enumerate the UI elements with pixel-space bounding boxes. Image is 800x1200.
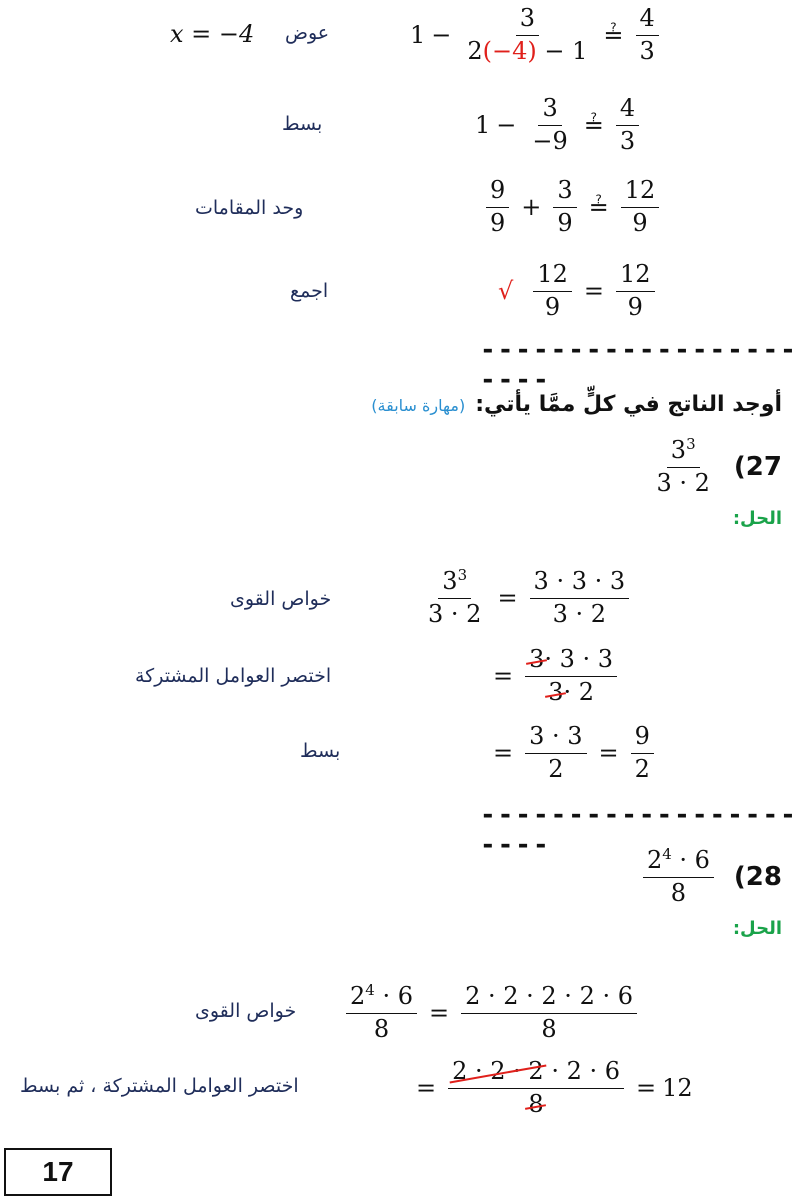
q28-step-cancel-simplify: اختصر العوامل المشتركة ، ثم بسط — [20, 1075, 299, 1097]
eq3-rden: 9 — [632, 208, 648, 237]
eq2-den: −9 — [532, 126, 568, 155]
check-icon: √ — [498, 277, 514, 305]
q27-l1-eq: = — [497, 584, 518, 612]
eq1-substituted-value: (−4) — [482, 36, 537, 65]
question-number-27: (27 — [733, 452, 782, 482]
q27-l2-den — [544, 677, 598, 707]
equation-2 — [475, 90, 645, 160]
q28-l1-rest: · 6 — [374, 982, 413, 1011]
q27-solution-label: الحل: — [732, 508, 782, 529]
q28-expression — [637, 842, 782, 912]
q27-num-exp: 3 — [686, 435, 696, 454]
eq2-one: 1 — [475, 111, 491, 139]
q28-step-powers: خواص القوى — [195, 1000, 297, 1022]
q27-step-powers: خواص القوى — [230, 588, 332, 610]
eq1-minus: − — [431, 21, 452, 49]
q27-l1-left — [424, 567, 485, 628]
q27-step-simplify: بسط — [300, 740, 341, 762]
eq1-numerator: 3 — [516, 5, 539, 36]
q28-l1-right — [461, 983, 637, 1043]
eq4-n1: 12 — [533, 261, 572, 292]
eq4-frac2 — [616, 261, 655, 321]
q27-l2-den-rest: · 2 — [563, 677, 594, 706]
eq1-right-fraction — [636, 5, 659, 65]
q28-num-exp: 4 — [662, 845, 672, 864]
equation-3 — [480, 172, 665, 242]
step-label-text: عوض — [285, 22, 330, 44]
question-number-28: (28 — [733, 862, 782, 892]
q27-l1-lnum — [438, 567, 471, 599]
q27-den: 3 · 2 — [656, 469, 710, 497]
eq2-fraction — [528, 95, 571, 155]
eq2-right-num: 4 — [616, 95, 639, 126]
q28-line-1 — [340, 975, 643, 1051]
q27-line-2 — [487, 638, 623, 714]
q27-line-3 — [487, 715, 660, 791]
step-label-simplify — [282, 113, 322, 135]
q27-l1-exp: 3 — [457, 566, 468, 585]
q28-l2-eq: = — [416, 1074, 437, 1102]
q27-l1-lden: 3 · 2 — [428, 600, 482, 628]
cancel-mark: 8 — [528, 1089, 544, 1118]
eq1-denominator — [463, 36, 591, 66]
q27-l3-d1: 2 — [548, 754, 564, 783]
section-header — [371, 392, 782, 417]
eq3-d1: 9 — [490, 208, 506, 237]
eq4-d1: 9 — [544, 292, 561, 321]
step-label-substitute — [285, 22, 329, 44]
step-note-substitute — [170, 20, 254, 48]
q27-l2-eq: = — [493, 662, 514, 690]
step-label-text: وحد المقامات — [195, 197, 304, 219]
q28-l1-eq: = — [428, 999, 450, 1027]
q28-l2-den — [524, 1089, 547, 1119]
equation-1 — [410, 0, 665, 70]
eq3-rnum: 12 — [621, 177, 660, 208]
eq4-frac1 — [533, 261, 572, 321]
q28-l2-num — [448, 1058, 624, 1089]
section-title: أوجد الناتج في كلٍّ ممَّا يأتي: — [475, 392, 782, 417]
eq3-d2: 9 — [557, 208, 573, 237]
q27-l2-num — [525, 646, 617, 677]
q28-l1-base: 2 — [350, 982, 366, 1011]
cancel-mark: 3 — [529, 644, 545, 673]
step-label-add — [290, 280, 328, 302]
eq3-plus: + — [521, 193, 542, 221]
q27-l1-rden: 3 · 2 — [552, 599, 607, 628]
eq3-frac3 — [621, 177, 660, 237]
q28-line-2 — [410, 1050, 693, 1126]
q28-l1-rnum: 2 · 2 · 2 · 2 · 6 — [461, 983, 637, 1014]
step-label-common-denominator — [195, 197, 303, 219]
q27-l1-base: 3 — [442, 567, 458, 596]
q27-l3-eq: = — [493, 739, 514, 767]
eq2-right-den: 3 — [619, 126, 636, 155]
q28-num — [643, 846, 714, 878]
eq2-question-equals: ≟ — [583, 111, 604, 139]
cancel-mark: 3 — [548, 677, 564, 706]
q27-fraction — [652, 436, 713, 497]
eq1-den-pre: 2 — [467, 36, 483, 65]
q27-l3-frac2 — [631, 723, 654, 783]
eq1-right-den: 3 — [639, 36, 655, 65]
q28-l1-rden: 8 — [541, 1014, 557, 1043]
q28-den: 8 — [670, 879, 687, 907]
q27-l3-d2: 2 — [634, 754, 650, 783]
q28-l2-frac — [448, 1058, 624, 1118]
q27-expression — [646, 432, 782, 502]
eq4-d2: 9 — [627, 292, 643, 321]
q27-l3-n2: 9 — [631, 723, 654, 754]
eq2-minus: − — [496, 111, 517, 139]
eq3-frac1 — [486, 177, 509, 237]
q28-result: 12 — [662, 1074, 693, 1102]
step-label-text: بسط — [282, 113, 323, 135]
q27-l3-frac1 — [525, 723, 586, 783]
eq3-n1: 9 — [486, 177, 509, 208]
q28-l1-lnum — [346, 982, 417, 1014]
q28-fraction — [643, 846, 714, 907]
q27-line-1 — [418, 560, 635, 636]
eq1-one: 1 — [410, 21, 426, 49]
eq4-equals: = — [583, 277, 604, 305]
q28-l1-lden: 8 — [373, 1015, 390, 1043]
separator-1: ---------------------- — [480, 335, 798, 395]
q27-step-cancel: اختصر العوامل المشتركة — [135, 665, 332, 687]
q28-l1-exp: 4 — [365, 981, 375, 1000]
q27-l3-n1: 3 · 3 — [525, 723, 586, 754]
eq2-num: 3 — [538, 95, 561, 126]
substitute-value: x = −4 — [170, 20, 255, 48]
q28-l2-eq2: = — [636, 1074, 657, 1102]
q27-l1-right — [530, 568, 630, 628]
separator-2: ---------------------- — [480, 800, 798, 860]
eq1-den-post: − 1 — [536, 36, 588, 65]
q28-solution-label: الحل: — [732, 918, 782, 939]
eq1-question-equals: ≟ — [603, 21, 624, 49]
equation-4 — [498, 256, 661, 326]
q28-l1-left — [346, 982, 417, 1043]
q28-num-rest: · 6 — [671, 846, 710, 875]
cancel-mark: 2 · 2 · 2 — [452, 1056, 544, 1085]
eq1-right-num: 4 — [636, 5, 659, 36]
eq1-fraction — [463, 5, 591, 65]
q27-l3-eq2: = — [598, 739, 619, 767]
q28-num-base: 2 — [646, 846, 663, 875]
q27-l2-num-rest: · 3 · 3 — [544, 644, 614, 673]
q27-l2-frac — [525, 646, 617, 706]
eq3-question-equals: ≟ — [588, 193, 609, 221]
q27-num — [667, 436, 700, 468]
q27-l1-rnum: 3 · 3 · 3 — [530, 568, 630, 599]
step-label-text: اجمع — [290, 280, 329, 302]
eq2-right-fraction — [616, 95, 639, 155]
eq4-n2: 12 — [616, 261, 655, 292]
q27-num-base: 3 — [670, 436, 687, 465]
q28-l2-num-rest: · 2 · 6 — [543, 1056, 621, 1085]
section-hint: (مهارة سابقة) — [371, 396, 466, 415]
eq3-n2: 3 — [553, 177, 576, 208]
eq3-frac2 — [553, 177, 576, 237]
page-number: 17 — [4, 1148, 112, 1196]
